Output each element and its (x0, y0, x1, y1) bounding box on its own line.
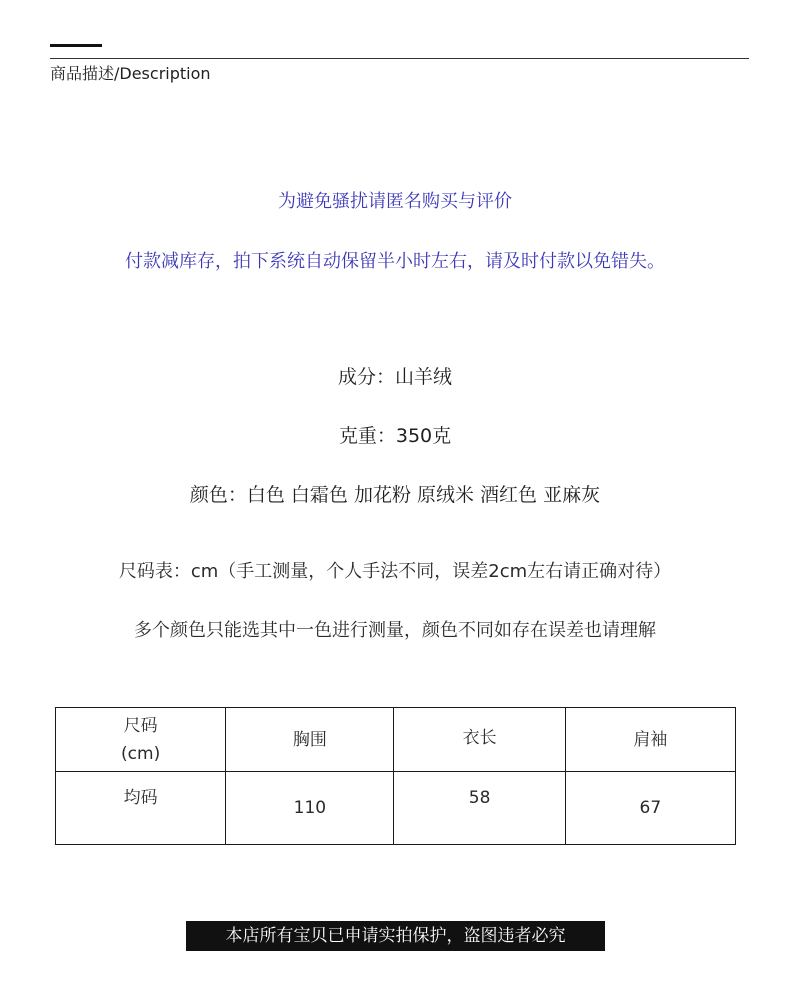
size-table (55, 707, 736, 845)
header-cell-chest (226, 708, 394, 772)
color-options-spec: 颜色：白色 白霜色 加花粉 原绒米 酒红色 亚麻灰 (189, 484, 601, 506)
cell-size: 均码 (56, 772, 226, 845)
size-chart-note: 尺码表：cm（手工测量，个人手法不同，误差2cm左右请正确对待） (118, 561, 672, 582)
material-spec: 成分：山羊绒 (337, 366, 452, 388)
section-title: 商品描述/Description (50, 64, 211, 83)
copyright-banner: 本店所有宝贝已申请实拍保护，盗图违者必究 (186, 921, 605, 951)
header-size-unit: (cm) (121, 743, 161, 764)
header-length-label: 衣长 (462, 727, 497, 748)
cell-chest: 110 (226, 772, 394, 845)
header-shoulder-sleeve-label: 肩袖 (633, 729, 668, 750)
header-size-label: 尺码 (123, 715, 158, 736)
weight-spec: 克重：350克 (338, 425, 452, 447)
table-row (56, 772, 736, 845)
payment-stock-notice: 付款减库存，拍下系统自动保留半小时左右，请及时付款以免错失。 (125, 251, 665, 272)
color-measurement-note: 多个颜色只能选其中一色进行测量，颜色不同如存在误差也请理解 (134, 620, 656, 641)
header-divider (50, 58, 749, 59)
header-chest-label: 胸围 (292, 729, 327, 750)
header-cell-length (394, 708, 565, 772)
cell-length: 58 (394, 772, 565, 845)
cell-shoulder-sleeve: 67 (565, 772, 735, 845)
size-table-header-row (56, 708, 736, 772)
header-cell-size (56, 708, 226, 772)
header-accent-bar (50, 44, 102, 47)
anonymous-purchase-notice: 为避免骚扰请匿名购买与评价 (278, 191, 512, 212)
header-cell-shoulder-sleeve (565, 708, 735, 772)
